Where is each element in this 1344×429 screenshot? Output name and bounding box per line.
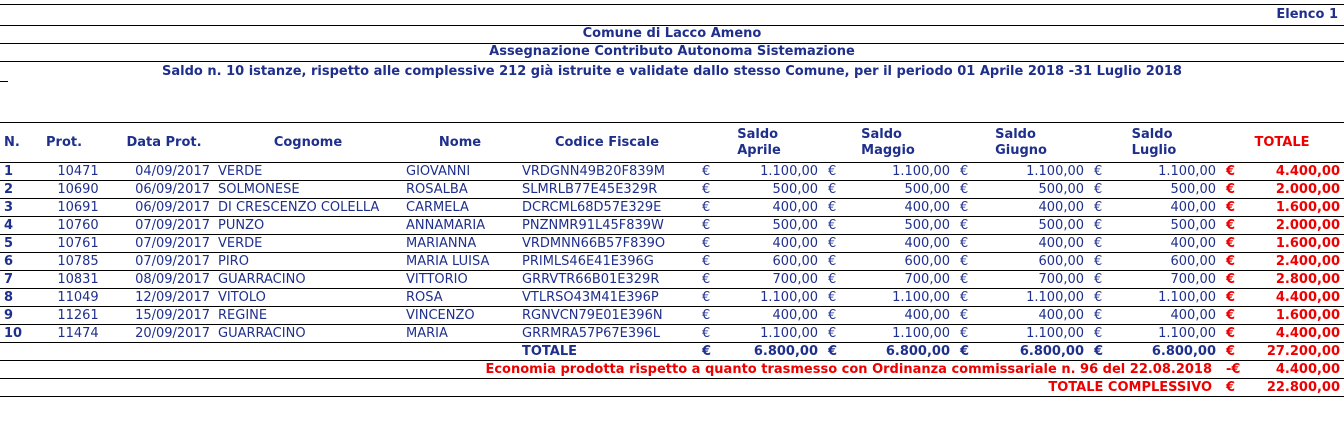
row-saldo-aprile: 400,00 xyxy=(716,199,822,217)
economia-currency: -€ xyxy=(1220,361,1250,379)
currency-symbol: € xyxy=(696,163,716,181)
currency-symbol: € xyxy=(822,343,848,361)
row-number: 2 xyxy=(0,181,42,199)
totals-giugno: 6.800,00 xyxy=(980,343,1088,361)
row-nome: MARIANNA xyxy=(402,235,518,253)
row-totale: 2.000,00 xyxy=(1250,217,1344,235)
economia-row xyxy=(0,361,1344,379)
col-saldo-giugno-l2: Giugno xyxy=(995,143,1047,158)
currency-symbol: € xyxy=(822,253,848,271)
table-row xyxy=(0,307,1344,325)
row-saldo-luglio: 500,00 xyxy=(1114,181,1220,199)
table-row xyxy=(0,163,1344,181)
table-row xyxy=(0,199,1344,217)
table-header xyxy=(0,124,1344,163)
row-saldo-luglio: 500,00 xyxy=(1114,217,1220,235)
row-saldo-maggio: 600,00 xyxy=(848,253,954,271)
currency-symbol: € xyxy=(696,289,716,307)
currency-symbol: € xyxy=(696,235,716,253)
currency-symbol: € xyxy=(954,163,980,181)
currency-symbol: € xyxy=(954,343,980,361)
row-saldo-luglio: 400,00 xyxy=(1114,235,1220,253)
row-codice-fiscale: DCRCML68D57E329E xyxy=(518,199,696,217)
col-saldo-maggio xyxy=(822,124,954,163)
table-row xyxy=(0,289,1344,307)
col-saldo-giugno xyxy=(954,124,1088,163)
row-saldo-giugno: 1.100,00 xyxy=(980,163,1088,181)
table-row xyxy=(0,235,1344,253)
currency-symbol: € xyxy=(1088,289,1114,307)
row-nome: MARIA xyxy=(402,325,518,343)
currency-symbol: € xyxy=(822,307,848,325)
row-saldo-luglio: 400,00 xyxy=(1114,199,1220,217)
row-saldo-giugno: 500,00 xyxy=(980,217,1088,235)
row-prot: 10691 xyxy=(42,199,114,217)
row-number: 8 xyxy=(0,289,42,307)
col-nome: Nome xyxy=(402,124,518,163)
col-cognome: Cognome xyxy=(214,124,402,163)
row-totale: 4.400,00 xyxy=(1250,289,1344,307)
row-saldo-maggio: 400,00 xyxy=(848,235,954,253)
row-prot: 10690 xyxy=(42,181,114,199)
row-data-prot: 20/09/2017 xyxy=(114,325,214,343)
currency-symbol: € xyxy=(954,289,980,307)
currency-symbol: € xyxy=(1088,253,1114,271)
row-data-prot: 08/09/2017 xyxy=(114,271,214,289)
row-saldo-maggio: 700,00 xyxy=(848,271,954,289)
row-data-prot: 07/09/2017 xyxy=(114,253,214,271)
row-saldo-luglio: 700,00 xyxy=(1114,271,1220,289)
row-saldo-maggio: 1.100,00 xyxy=(848,289,954,307)
row-cognome: REGINE xyxy=(214,307,402,325)
row-saldo-aprile: 1.100,00 xyxy=(716,289,822,307)
row-number: 3 xyxy=(0,199,42,217)
row-saldo-giugno: 400,00 xyxy=(980,199,1088,217)
totals-label: TOTALE xyxy=(518,343,696,361)
col-saldo-luglio xyxy=(1088,124,1220,163)
currency-symbol: € xyxy=(954,199,980,217)
currency-symbol: € xyxy=(696,271,716,289)
row-totale: 4.400,00 xyxy=(1250,163,1344,181)
economia-label: Economia prodotta rispetto a quanto trasmesso con Ordinanza commissariale n. 96 del 22.08.2018 xyxy=(0,361,1220,379)
currency-symbol: € xyxy=(822,181,848,199)
col-saldo-luglio-l2: Luglio xyxy=(1131,143,1177,158)
currency-symbol: € xyxy=(954,271,980,289)
row-nome: ROSALBA xyxy=(402,181,518,199)
row-saldo-luglio: 1.100,00 xyxy=(1114,289,1220,307)
row-saldo-maggio: 500,00 xyxy=(848,217,954,235)
col-saldo-luglio-l1: Saldo xyxy=(1131,127,1173,142)
currency-symbol: € xyxy=(954,181,980,199)
totale-complessivo-row xyxy=(0,379,1344,397)
currency-symbol: € xyxy=(1220,253,1250,271)
row-cognome: PIRO xyxy=(214,253,402,271)
row-saldo-luglio: 1.100,00 xyxy=(1114,325,1220,343)
row-nome: VITTORIO xyxy=(402,271,518,289)
currency-symbol: € xyxy=(954,253,980,271)
currency-symbol: € xyxy=(1088,199,1114,217)
currency-symbol: € xyxy=(822,163,848,181)
col-n: N. xyxy=(0,124,42,163)
row-prot: 10785 xyxy=(42,253,114,271)
row-totale: 1.600,00 xyxy=(1250,199,1344,217)
row-saldo-giugno: 500,00 xyxy=(980,181,1088,199)
table-row xyxy=(0,217,1344,235)
row-codice-fiscale: RGNVCN79E01E396N xyxy=(518,307,696,325)
row-codice-fiscale: VTLRSO43M41E396P xyxy=(518,289,696,307)
row-saldo-giugno: 400,00 xyxy=(980,235,1088,253)
currency-symbol: € xyxy=(1088,163,1114,181)
row-data-prot: 12/09/2017 xyxy=(114,289,214,307)
totals-spacer xyxy=(0,343,518,361)
col-saldo-maggio-l2: Maggio xyxy=(861,143,915,158)
row-data-prot: 06/09/2017 xyxy=(114,199,214,217)
col-codice-fiscale: Codice Fiscale xyxy=(518,124,696,163)
currency-symbol: € xyxy=(822,235,848,253)
currency-symbol: € xyxy=(954,307,980,325)
currency-symbol: € xyxy=(822,325,848,343)
col-saldo-maggio-l1: Saldo xyxy=(861,127,902,142)
row-number: 1 xyxy=(0,163,42,181)
row-number: 4 xyxy=(0,217,42,235)
row-number: 7 xyxy=(0,271,42,289)
currency-symbol: € xyxy=(696,217,716,235)
row-saldo-aprile: 1.100,00 xyxy=(716,163,822,181)
row-data-prot: 04/09/2017 xyxy=(114,163,214,181)
currency-symbol: € xyxy=(1220,307,1250,325)
totale-complessivo-value: 22.800,00 xyxy=(1250,379,1344,397)
row-saldo-maggio: 400,00 xyxy=(848,307,954,325)
row-saldo-giugno: 600,00 xyxy=(980,253,1088,271)
row-number: 5 xyxy=(0,235,42,253)
row-codice-fiscale: GRRMRA57P67E396L xyxy=(518,325,696,343)
totale-complessivo-label: TOTALE COMPLESSIVO xyxy=(0,379,1220,397)
row-saldo-giugno: 1.100,00 xyxy=(980,325,1088,343)
currency-symbol: € xyxy=(696,325,716,343)
assegnazione-title: Assegnazione Contributo Autonoma Sistemazione xyxy=(489,44,855,59)
row-cognome: PUNZO xyxy=(214,217,402,235)
row-data-prot: 15/09/2017 xyxy=(114,307,214,325)
row-saldo-aprile: 400,00 xyxy=(716,235,822,253)
contributi-table xyxy=(0,124,1344,397)
row-totale: 2.400,00 xyxy=(1250,253,1344,271)
table-row xyxy=(0,253,1344,271)
row-cognome: DI CRESCENZO COLELLA xyxy=(214,199,402,217)
row-saldo-maggio: 1.100,00 xyxy=(848,163,954,181)
col-prot: Prot. xyxy=(42,124,114,163)
table-row xyxy=(0,181,1344,199)
row-data-prot: 06/09/2017 xyxy=(114,181,214,199)
row-saldo-maggio: 400,00 xyxy=(848,199,954,217)
table-row xyxy=(0,325,1344,343)
row-saldo-giugno: 400,00 xyxy=(980,307,1088,325)
col-data-prot: Data Prot. xyxy=(114,124,214,163)
currency-symbol: € xyxy=(1220,181,1250,199)
col-saldo-aprile-l1: Saldo xyxy=(737,127,779,142)
col-totale: TOTALE xyxy=(1220,124,1344,163)
currency-symbol: € xyxy=(696,253,716,271)
row-cognome: VERDE xyxy=(214,163,402,181)
row-nome: MARIA LUISA xyxy=(402,253,518,271)
currency-symbol: € xyxy=(954,235,980,253)
comune-title: Comune di Lacco Ameno xyxy=(582,26,762,41)
row-saldo-luglio: 400,00 xyxy=(1114,307,1220,325)
currency-symbol: € xyxy=(822,217,848,235)
row-saldo-maggio: 1.100,00 xyxy=(848,325,954,343)
currency-symbol: € xyxy=(1220,217,1250,235)
currency-symbol: € xyxy=(1088,271,1114,289)
currency-symbol: € xyxy=(696,181,716,199)
row-prot: 11049 xyxy=(42,289,114,307)
currency-symbol: € xyxy=(1220,163,1250,181)
row-saldo-giugno: 1.100,00 xyxy=(980,289,1088,307)
row-totale: 2.000,00 xyxy=(1250,181,1344,199)
currency-symbol: € xyxy=(1220,199,1250,217)
currency-symbol: € xyxy=(1220,289,1250,307)
row-codice-fiscale: GRRVTR66B01E329R xyxy=(518,271,696,289)
table-row xyxy=(0,271,1344,289)
totals-row xyxy=(0,343,1344,361)
economia-value: 4.400,00 xyxy=(1250,361,1344,379)
col-saldo-aprile xyxy=(696,124,822,163)
row-totale: 1.600,00 xyxy=(1250,307,1344,325)
row-totale: 2.800,00 xyxy=(1250,271,1344,289)
row-cognome: GUARRACINO xyxy=(214,271,402,289)
row-prot: 11474 xyxy=(42,325,114,343)
rule-4-stub xyxy=(0,81,8,82)
currency-symbol: € xyxy=(1220,235,1250,253)
totals-maggio: 6.800,00 xyxy=(848,343,954,361)
row-cognome: GUARRACINO xyxy=(214,325,402,343)
elenco-label: Elenco 1 xyxy=(1276,7,1338,22)
row-saldo-aprile: 500,00 xyxy=(716,181,822,199)
totals-luglio: 6.800,00 xyxy=(1114,343,1220,361)
row-saldo-aprile: 700,00 xyxy=(716,271,822,289)
row-saldo-aprile: 400,00 xyxy=(716,307,822,325)
totals-aprile: 6.800,00 xyxy=(716,343,822,361)
currency-symbol: € xyxy=(822,271,848,289)
row-nome: VINCENZO xyxy=(402,307,518,325)
currency-symbol: € xyxy=(1088,235,1114,253)
col-saldo-giugno-l1: Saldo xyxy=(995,127,1036,142)
row-cognome: SOLMONESE xyxy=(214,181,402,199)
row-saldo-giugno: 700,00 xyxy=(980,271,1088,289)
row-nome: ANNAMARIA xyxy=(402,217,518,235)
row-prot: 10761 xyxy=(42,235,114,253)
row-codice-fiscale: VRDMNN66B57F839O xyxy=(518,235,696,253)
row-saldo-aprile: 500,00 xyxy=(716,217,822,235)
rule-3 xyxy=(0,61,1344,62)
row-saldo-aprile: 1.100,00 xyxy=(716,325,822,343)
totals-totale: 27.200,00 xyxy=(1250,343,1344,361)
currency-symbol: € xyxy=(954,217,980,235)
currency-symbol: € xyxy=(1088,217,1114,235)
currency-symbol: € xyxy=(696,343,716,361)
currency-symbol: € xyxy=(696,307,716,325)
currency-symbol: € xyxy=(1220,379,1250,397)
row-totale: 1.600,00 xyxy=(1250,235,1344,253)
currency-symbol: € xyxy=(1088,325,1114,343)
currency-symbol: € xyxy=(696,199,716,217)
row-number: 9 xyxy=(0,307,42,325)
row-codice-fiscale: SLMRLB77E45E329R xyxy=(518,181,696,199)
row-saldo-aprile: 600,00 xyxy=(716,253,822,271)
currency-symbol: € xyxy=(1220,325,1250,343)
row-number: 10 xyxy=(0,325,42,343)
row-nome: CARMELA xyxy=(402,199,518,217)
row-nome: GIOVANNI xyxy=(402,163,518,181)
row-prot: 11261 xyxy=(42,307,114,325)
row-saldo-maggio: 500,00 xyxy=(848,181,954,199)
row-codice-fiscale: PNZNMR91L45F839W xyxy=(518,217,696,235)
row-saldo-luglio: 600,00 xyxy=(1114,253,1220,271)
row-cognome: VITOLO xyxy=(214,289,402,307)
currency-symbol: € xyxy=(1220,271,1250,289)
top-rule xyxy=(0,4,1344,5)
row-saldo-luglio: 1.100,00 xyxy=(1114,163,1220,181)
row-prot: 10471 xyxy=(42,163,114,181)
currency-symbol: € xyxy=(1220,343,1250,361)
currency-symbol: € xyxy=(822,199,848,217)
table-top-rule xyxy=(0,122,1344,123)
row-totale: 4.400,00 xyxy=(1250,325,1344,343)
currency-symbol: € xyxy=(1088,343,1114,361)
row-data-prot: 07/09/2017 xyxy=(114,235,214,253)
currency-symbol: € xyxy=(1088,307,1114,325)
row-codice-fiscale: VRDGNN49B20F839M xyxy=(518,163,696,181)
row-prot: 10760 xyxy=(42,217,114,235)
saldo-description: Saldo n. 10 istanze, rispetto alle complessive 212 già istruite e validate dallo stesso Comune, per il periodo 01 Aprile 2018 -31 Luglio 2018 xyxy=(162,64,1182,79)
col-saldo-aprile-l2: Aprile xyxy=(737,143,781,158)
row-cognome: VERDE xyxy=(214,235,402,253)
row-prot: 10831 xyxy=(42,271,114,289)
row-nome: ROSA xyxy=(402,289,518,307)
currency-symbol: € xyxy=(1088,181,1114,199)
row-data-prot: 07/09/2017 xyxy=(114,217,214,235)
currency-symbol: € xyxy=(954,325,980,343)
currency-symbol: € xyxy=(822,289,848,307)
row-number: 6 xyxy=(0,253,42,271)
row-codice-fiscale: PRIMLS46E41E396G xyxy=(518,253,696,271)
